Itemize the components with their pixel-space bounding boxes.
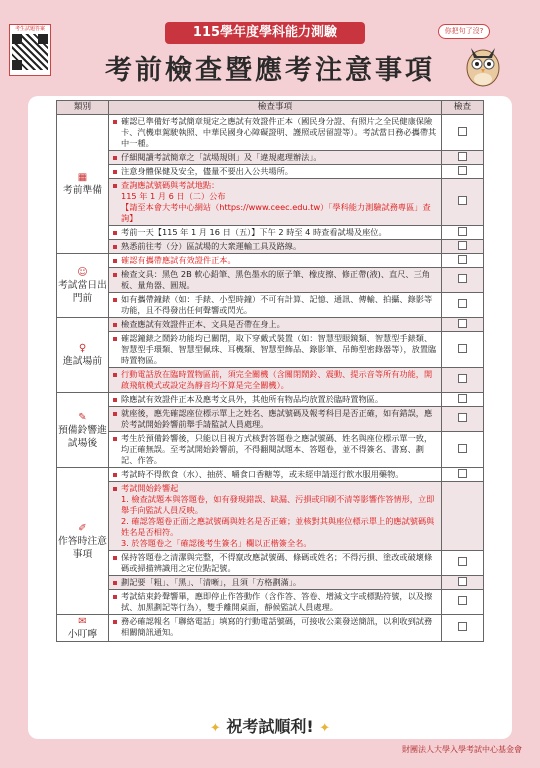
table-row [57,151,484,165]
checklist-item [109,165,442,179]
checklist-item-text: 保持答題卷之清潔與完整，不得竄改應試號碼、條碼或姓名；不得污損、塗改或破壞條碼或掃描辨識用之定位點記號。 [113,552,438,574]
table-row [57,332,484,368]
page-title: 考前檢查暨應考注意事項 [105,55,435,86]
checklist-item-text: 熟悉前往考（分）區試場的大衆運輸工具及路線。 [113,241,438,252]
table-row [57,293,484,318]
table-row [57,368,484,393]
checkbox[interactable] [458,413,467,422]
check-cell [442,179,484,226]
checklist-item [109,240,442,254]
check-cell [442,615,484,642]
checkbox[interactable] [458,394,467,403]
check-cell [442,482,484,551]
checklist-item-text: 劃記要「粗」、「黑」、「清晰」，且須「方格劃滿」。 [113,577,438,588]
checkbox[interactable] [458,241,467,250]
checkbox[interactable] [458,469,467,478]
check-cell [442,293,484,318]
checklist-item [109,468,442,482]
checklist-item-text: 確認有攜帶應試有效證件正本。 [113,255,438,266]
checkbox[interactable] [458,319,467,328]
category-cell [57,318,109,393]
checkbox[interactable] [458,557,467,566]
table-row [57,576,484,590]
table-row [57,254,484,268]
check-cell [442,393,484,407]
checklist-item-text: 行動電話放在臨時置物區前，須完全關機（含關閉鬧鈴、震動、提示音等所有功能，開啟飛航模式或設定為靜音均不算是完全關機）。 [113,369,438,391]
checkbox[interactable] [458,152,467,161]
checkbox[interactable] [458,622,467,631]
table-row [57,615,484,642]
checkbox[interactable] [458,196,467,205]
table-row [57,432,484,468]
checklist-item [109,615,442,642]
check-cell [442,551,484,576]
check-cell [442,368,484,393]
qr-code-image [12,34,48,70]
checklist-item-text: 務必確認報名「聯絡電話」填寫的行動電話號碼，可接收公業發送簡訊，以利收到試務相關簡訊通知。 [113,616,438,638]
check-cell [442,590,484,615]
table-row [57,165,484,179]
checklist-item-text: 檢查文具：黑色 2B 軟心鉛筆、黑色墨水的原子筆、橡皮擦、修正帶(液)、直尺、三角板、量角器、圓規。 [113,269,438,291]
checkbox[interactable] [458,299,467,308]
check-cell [442,576,484,590]
checklist-item [109,576,442,590]
header-check: 檢查 [442,101,484,115]
check-cell [442,432,484,468]
table-header-row [57,101,484,115]
bulb-icon: ♀ [78,343,87,354]
checklist-item-text: 考試時不得飲食（水）、抽菸、嚼食口香糖等，或未經申請逕行飲水服用藥物。 [113,469,438,480]
checklist-item [109,590,442,615]
qr-code[interactable] [9,24,51,76]
checklist-item [109,293,442,318]
table-row [57,468,484,482]
footer-text: 祝考試順利! [226,717,314,736]
category-label: 考前準備 [62,185,103,196]
checkbox[interactable] [458,127,467,136]
check-cell [442,240,484,254]
category-cell [57,254,109,318]
check-cell [442,165,484,179]
checkbox[interactable] [458,344,467,353]
checkbox[interactable] [458,255,467,264]
owl-mascot-icon [462,38,504,88]
checklist-item [109,268,442,293]
check-cell [442,318,484,332]
checklist-item [109,407,442,432]
table-row [57,482,484,551]
table-row [57,318,484,332]
checklist-item [109,551,442,576]
checkbox[interactable] [458,577,467,586]
mail-icon: ✉ [78,616,87,627]
checklist-item-text: 就座後，應先確認座位標示單上之姓名、應試號碼及報考科目是否正確，如有錯誤，應於考試開始鈴響前舉手請監試人員處理。 [113,408,438,430]
checkbox[interactable] [458,596,467,605]
pencil-icon: ✐ [78,522,87,534]
calendar-icon: ▦ [77,172,88,183]
checklist-item-text: 仔細閱讀考試簡章之「試場規則」及「違規處理辦法」。 [113,152,438,163]
check-cell [442,254,484,268]
person-icon: ☺ [77,267,88,278]
checklist-item [109,254,442,268]
qr-label: 考生試題答案 [14,26,45,32]
check-cell [442,115,484,151]
table-row [57,179,484,226]
checklist-item [109,368,442,393]
category-label: 作答時注意事項 [58,535,107,560]
checklist-item-text: 除應試有效證件正本及應考文具外，其他所有物品均放置於臨時置物區。 [113,394,438,405]
checklist-table [56,100,484,642]
exam-banner: 115學年度學科能力測驗 [165,22,365,44]
organization-logo: 財團法人大學入學考試中心基金會 [402,745,522,754]
checklist-item-text: 如有攜帶鐘錶（如：手錶、小型時鐘）不可有計算、記憶、通訊、傳輸、拍攝、錄影等功能，且不得發出任何聲響或閃光。 [113,294,438,316]
checklist-item [109,151,442,165]
checklist-item-text: 確認已準備好考試簡章規定之應試有效證件正本（國民身分證、有照片之全民健康保險卡、汽機車駕駛執照、中華民國身心障礙證明、護照或居留證等）。考試當日務必攜帶其中一種。 [113,116,438,149]
table-row [57,240,484,254]
checkbox[interactable] [458,374,467,383]
checklist-item-text: 考生於預備鈴響後，只能以目視方式核對答題卷之應試號碼、姓名與座位標示單一致，均正確無誤。至考試開始鈴響前，不得翻閱試題本、答題卷，並不得簽名、書寫、劃記、作答。 [113,433,438,466]
check-cell [442,468,484,482]
check-cell [442,268,484,293]
checklist-item-text: 考試開始鈴響起 1. 檢查試題本與答題卷，如有發現錯誤、缺漏、污損或印刷不清等影響作答情形，立即舉手向監試人員反映。 2. 確認答題卷正面之應試號碼與姓名是否正確；並核對其與座位標示單上的應試號碼與姓名是否相符。 3. 於答題卷之「確認後考生簽名」欄以正楷簽全名。 [113,483,438,549]
pin-icon: ✎ [78,411,87,423]
table-row [57,407,484,432]
category-cell [57,115,109,254]
checklist-item [109,179,442,226]
category-label: 進試場前 [62,356,103,367]
sparkle-icon: ✦ [209,721,221,736]
checkbox[interactable] [458,274,467,283]
checklist-item-text: 考前一天【115 年 1 月 16 日（五）】下午 2 時至 4 時查看試場及座位。 [113,227,438,238]
sparkle-icon: ✦ [319,721,331,736]
table-row [57,590,484,615]
checklist-item-text: 注意身體保健及安全，儘量不要出入公共場所。 [113,166,438,177]
checkbox[interactable] [458,166,467,175]
check-cell [442,151,484,165]
checklist-item [109,115,442,151]
checklist-item-text: 查詢應試號碼與考試地點： 115 年 1 月 6 日（二）公布 【請至本會大考中心網站（https://www.ceec.edu.tw）「學科能力測驗試務專區」查詢】 [113,180,438,224]
checkbox[interactable] [458,227,467,236]
table-row [57,393,484,407]
good-luck-footer [0,714,540,737]
header-category: 類別 [57,101,109,115]
category-cell [57,615,109,642]
checklist-item [109,482,442,551]
checkbox[interactable] [458,444,467,453]
table-row [57,115,484,151]
table-row [57,551,484,576]
check-cell [442,407,484,432]
checklist-item-text: 考試結束鈴聲響畢，應即停止作答動作（含作答、答卷、增減文字或標點符號，以及擦拭、加黑劃記等行為），雙手離開桌面，靜候監試人員處理。 [113,591,438,613]
checklist-item [109,318,442,332]
checklist-item-text: 檢查應試有效證件正本、文具是否帶在身上。 [113,319,438,330]
header-item: 檢查事項 [109,101,442,115]
check-cell [442,332,484,368]
category-cell [57,393,109,468]
table-row [57,268,484,293]
checklist-item-text: 確認鐘錶之鬧鈴功能均已關閉，取下穿戴式裝置（如：智慧型眼鏡類、智慧型手錶類、智慧型手環類、智慧型佩珠、耳機類、智慧型飾品、錄影筆、吊飾型密錄器等），放置臨時置物區。 [113,333,438,366]
checklist-item [109,393,442,407]
checklist-item [109,332,442,368]
reminder-tag: 你把句了沒? [438,24,490,39]
category-label: 小叮嚀 [67,629,98,640]
table-row [57,226,484,240]
checklist-item [109,432,442,468]
category-label: 預備鈴響進試場後 [58,424,107,449]
category-cell [57,468,109,615]
check-cell [442,226,484,240]
checklist-item [109,226,442,240]
category-label: 考試當日出門前 [58,280,107,304]
